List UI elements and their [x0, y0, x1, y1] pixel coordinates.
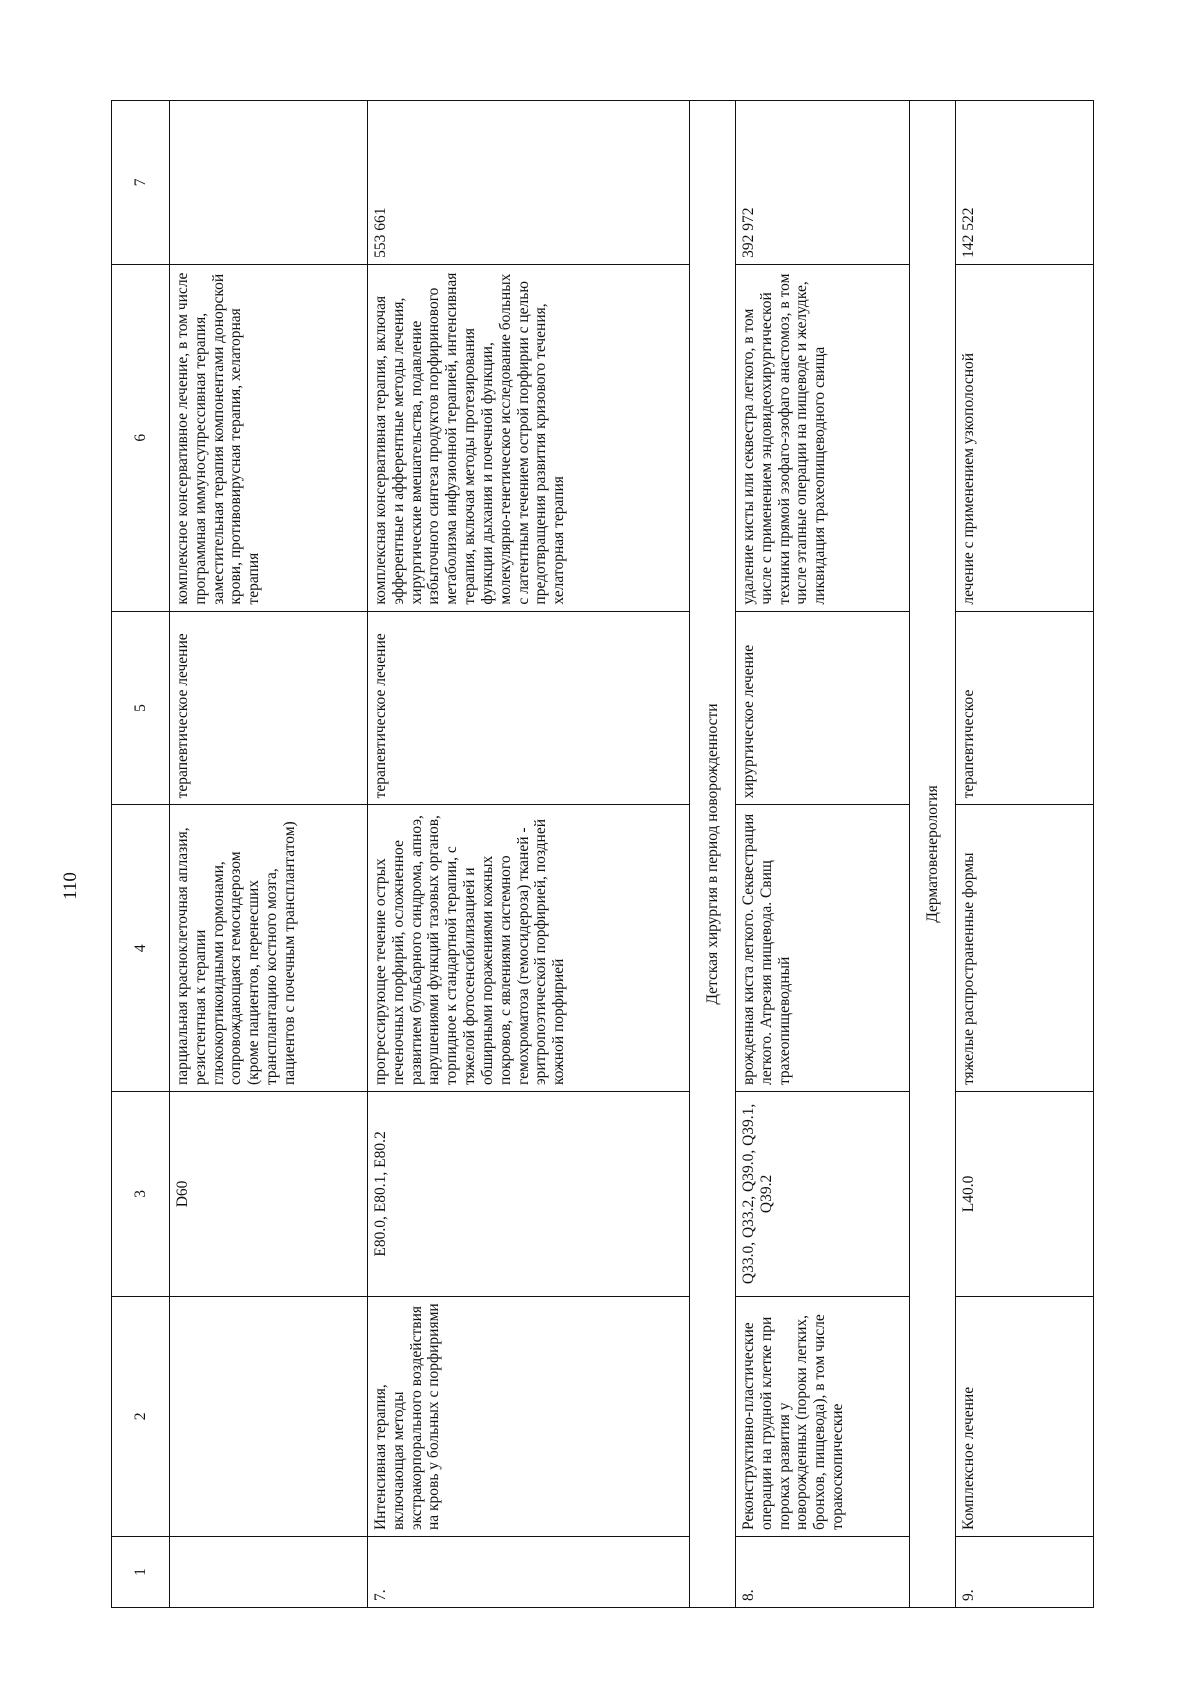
table-row [736, 101, 910, 1608]
cell-treatment-type: хирургическое лечение [736, 611, 910, 805]
cell-treatment-type: терапевтическое лечение [170, 611, 368, 805]
cell-number: 7. [368, 1537, 690, 1608]
table-row [170, 101, 368, 1608]
cell-cost [170, 101, 368, 265]
cell-cost: 553 661 [368, 101, 690, 265]
cell-code: D60 [170, 1092, 368, 1297]
cell-code: Q33.0, Q33.2, Q39.0, Q39.1, Q39.2 [736, 1092, 910, 1297]
cell-method: комплексное консервативное лечение, в том числе программная иммуносупрессивная терапия, заместительная терапия компонентами донорской крови, противовирусная терапия, хелаторная терапия [170, 264, 368, 611]
header-col-5: 5 [112, 611, 170, 805]
section-row [690, 101, 736, 1608]
rotated-table-container [111, 100, 1093, 1608]
header-col-1: 1 [112, 1537, 170, 1608]
cell-number: 9. [956, 1537, 1094, 1608]
header-col-2: 2 [112, 1296, 170, 1536]
header-col-3: 3 [112, 1092, 170, 1297]
table-row [368, 101, 690, 1608]
cell-name [170, 1296, 368, 1536]
cell-code: L40.0 [956, 1092, 1094, 1297]
cell-code: E80.0, E80.1, E80.2 [368, 1092, 690, 1297]
cell-diagnosis: врожденная киста легкого. Секвестрация легкого. Атрезия пищевода. Свищ трахеопищеводный [736, 805, 910, 1092]
section-title-pediatric-surgery: Детская хирургия в период новорожденности [690, 101, 736, 1608]
section-title-dermatovenereology: Дерматовенерология [910, 101, 956, 1608]
cell-name: Реконструктивно-пластические операции на грудной клетке при пороках развития у новорожденных (пороки легких, бронхов, пищевода), в том числе торакоскопические [736, 1296, 910, 1536]
cell-method: лечение с применением узкополосной [956, 264, 1094, 611]
medical-services-table [111, 100, 1094, 1608]
cell-cost: 392 972 [736, 101, 910, 265]
cell-name: Комплексное лечение [956, 1296, 1094, 1536]
cell-number [170, 1537, 368, 1608]
cell-diagnosis: парциальная красноклеточная аплазия, резистентная к терапии глюкокортикоидными гормонами, сопровождающаяся гемосидерозом (кроме пациентов, перенесших трансплантацию костного мозга, пациентов с почечным трансплантатом) [170, 805, 368, 1092]
header-col-7: 7 [112, 101, 170, 265]
section-row [910, 101, 956, 1608]
table-header-row [112, 101, 170, 1608]
cell-method: комплексная консервативная терапия, включая эфферентные и афферентные методы лечения, хирургические вмешательства, подавление избыточного синтеза продуктов порфиринового метаболизма инфузионной терапией, интенсивная терапия, включая методы протезирования функции дыхания и почечной функции, молекулярно-генетическое исследование больных с латентным течением острой порфирии с целью предотвращения развития кризового течения, хелаторная терапия [368, 264, 690, 611]
cell-method: удаление кисты или секвестра легкого, в том числе с применением эндовидеохирургической техники прямой эзофаго-эзофаго анастомоз, в том числе этапные операции на пищеводе и желудке, ликвидация трахеопищеводного свища [736, 264, 910, 611]
header-col-6: 6 [112, 264, 170, 611]
cell-diagnosis: прогрессирующее течение острых печеночных порфирий, осложненное развитием бульбарного синдрома, апноэ, нарушениями функций тазовых органов, торпидное к стандартной терапии, с тяжелой фотосенсибилизацией и обширными поражениями кожных покровов, с явлениями системного гемохроматоза (гемосидероза) тканей - эритропоэтической порфирией, поздней кожной порфирией [368, 805, 690, 1092]
table-row [956, 101, 1094, 1608]
cell-cost: 142 522 [956, 101, 1094, 265]
cell-diagnosis: тяжелые распространенные формы [956, 805, 1094, 1092]
page-number: 110 [60, 872, 81, 900]
header-col-4: 4 [112, 805, 170, 1092]
cell-number: 8. [736, 1537, 910, 1608]
cell-name: Интенсивная терапия, включающая методы экстракорпорального воздействия на кровь у больных с порфириями [368, 1296, 690, 1536]
cell-treatment-type: терапевтическое [956, 611, 1094, 805]
cell-treatment-type: терапевтическое лечение [368, 611, 690, 805]
